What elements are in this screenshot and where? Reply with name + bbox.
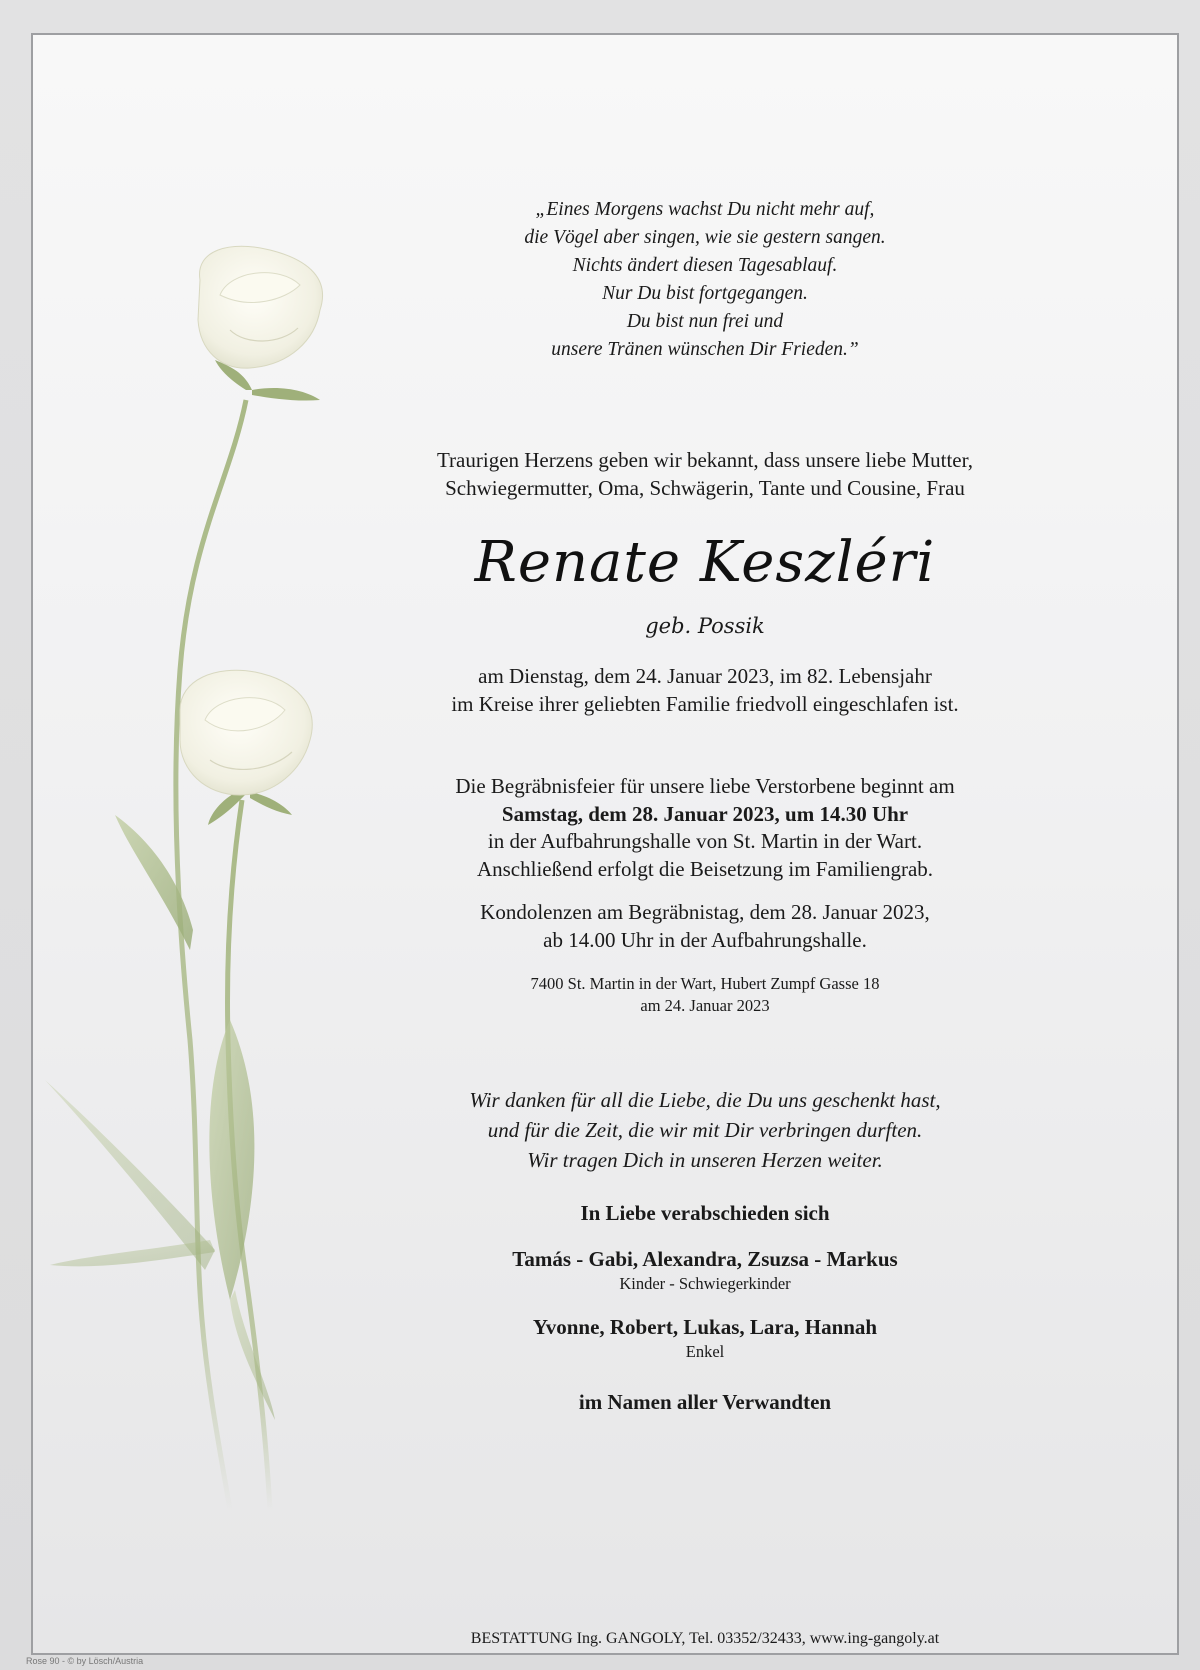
condolence-info bbox=[360, 898, 1050, 954]
quote-line: unsere Tränen wünschen Dir Frieden.” bbox=[551, 339, 859, 360]
white-roses-illustration bbox=[30, 240, 360, 1520]
memorial-quote bbox=[360, 196, 1050, 364]
lower-rose-bloom bbox=[180, 670, 312, 795]
funeral-intro: Die Begräbnisfeier für unsere liebe Verstorbene beginnt am bbox=[455, 774, 955, 798]
stem-leaf bbox=[45, 1080, 215, 1270]
quote-line: Du bist nun frei und bbox=[626, 311, 784, 332]
quote-line: die Vögel aber singen, wie sie gestern sangen. bbox=[524, 227, 886, 248]
funeral-location: in der Aufbahrungshalle von St. Martin in der Wart. bbox=[487, 829, 923, 853]
thanks-line: Wir danken für all die Liebe, die Du uns geschenkt hast, bbox=[469, 1088, 941, 1112]
grandchildren-relation: Enkel bbox=[685, 1342, 725, 1361]
stem-leaf bbox=[115, 815, 193, 950]
death-notice bbox=[360, 662, 1050, 718]
farewell-title: In Liebe verabschieden sich bbox=[580, 1201, 830, 1225]
upper-rose-bloom bbox=[198, 246, 323, 368]
death-line: am Dienstag, dem 24. Januar 2023, im 82. Lebensjahr bbox=[478, 664, 932, 688]
children-relation: Kinder - Schwiegerkinder bbox=[619, 1274, 791, 1293]
upper-rose-stem bbox=[176, 400, 246, 1510]
funeral-burial: Anschließend erfolgt die Beisetzung im Familiengrab. bbox=[476, 856, 934, 881]
stem-leaf bbox=[50, 1240, 215, 1266]
quote-line: Nur Du bist fortgegangen. bbox=[602, 283, 808, 304]
quote-line: Nichts ändert diesen Tagesablauf. bbox=[572, 255, 838, 276]
announcement-line: Traurigen Herzens geben wir bekannt, dass unsere liebe Mutter, bbox=[436, 448, 974, 472]
quote-line: „Eines Morgens wachst Du nicht mehr auf, bbox=[535, 199, 875, 220]
thanks-verse bbox=[360, 1085, 1050, 1175]
funeral-home-footer: BESTATTUNG Ing. GANGOLY, Tel. 03352/32433, www.ing-gangoly.at bbox=[470, 1630, 940, 1647]
closing-line: im Namen aller Verwandten bbox=[578, 1390, 832, 1414]
condolence-line: ab 14.00 Uhr in der Aufbahrungshalle. bbox=[543, 928, 867, 952]
image-copyright: Rose 90 - © by Lösch/Austria bbox=[26, 1656, 144, 1666]
thanks-line: Wir tragen Dich in unseren Herzen weiter. bbox=[527, 1148, 883, 1172]
stem-leaf bbox=[209, 1020, 254, 1300]
address-place: 7400 St. Martin in der Wart, Hubert Zumpf Gasse 18 bbox=[530, 974, 880, 993]
announcement-line: Schwiegermutter, Oma, Schwägerin, Tante und Cousine, Frau bbox=[445, 476, 965, 500]
condolence-line: Kondolenzen am Begräbnistag, dem 28. Januar 2023, bbox=[480, 900, 930, 924]
thanks-line: und für die Zeit, die wir mit Dir verbringen durften. bbox=[487, 1118, 923, 1142]
funeral-details bbox=[360, 773, 1050, 883]
maiden-name: geb. Possik bbox=[645, 614, 765, 638]
address-block bbox=[360, 973, 1050, 1017]
rose-sepal bbox=[250, 792, 292, 815]
funeral-datetime: Samstag, dem 28. Januar 2023, um 14.30 Uhr bbox=[501, 801, 909, 826]
rose-sepal bbox=[252, 388, 320, 400]
death-line: im Kreise ihrer geliebten Familie friedvoll eingeschlafen ist. bbox=[451, 692, 959, 716]
grandchildren-names: Yvonne, Robert, Lukas, Lara, Hannah bbox=[532, 1315, 878, 1339]
address-date: am 24. Januar 2023 bbox=[640, 996, 770, 1015]
announcement bbox=[360, 446, 1050, 502]
children-names: Tamás - Gabi, Alexandra, Zsuzsa - Markus bbox=[512, 1247, 898, 1271]
deceased-name: Renate Keszléri bbox=[474, 530, 936, 595]
